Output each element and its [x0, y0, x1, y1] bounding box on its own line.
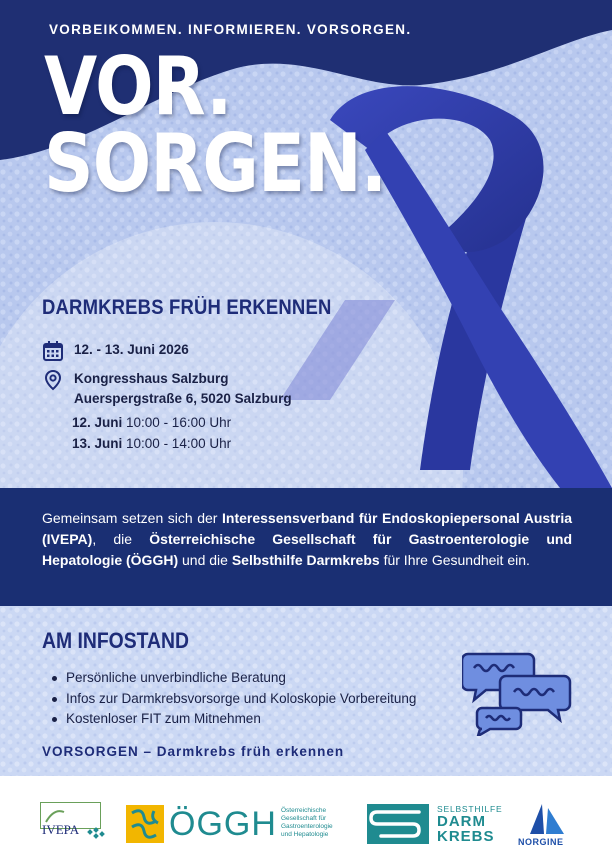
- infostand-section: [0, 606, 612, 776]
- infostand-list: [52, 668, 416, 730]
- headline-line-1: VOR.: [44, 40, 232, 133]
- headline: [44, 40, 387, 210]
- date-row: [42, 340, 189, 362]
- norgine-sail-icon: [522, 802, 566, 836]
- headline-line-2: SORGEN.: [44, 117, 387, 210]
- list-item: Persönliche unverbindliche Beratung: [52, 668, 416, 689]
- chat-bubbles-icon: [462, 650, 572, 736]
- venue-name: Kongresshaus Salzburg: [74, 371, 229, 386]
- event-date: 12. - 13. Juni 2026: [74, 342, 189, 357]
- list-item: Kostenloser FIT zum Mitnehmen: [52, 709, 416, 730]
- hours-day2: 13. Juni 10:00 - 14:00 Uhr: [72, 436, 232, 451]
- shd-bot: KREBS: [437, 828, 495, 845]
- list-item: Infos zur Darmkrebsvorsorge und Koloskopie Vorbereitung: [52, 689, 416, 710]
- calendar-icon: [42, 340, 64, 362]
- venue-text: [74, 369, 292, 409]
- norgine-text: NORGINE: [518, 837, 564, 847]
- shd-top: SELBSTHILFE: [437, 804, 503, 814]
- oeggh-emblem: [126, 805, 164, 843]
- partners-statement: [0, 488, 612, 606]
- venue-address: Auerspergstraße 6, 5020 Salzburg: [74, 391, 292, 406]
- oeggh-text: ÖGGH: [169, 805, 277, 843]
- ivepa-text: IVEPA: [42, 822, 80, 837]
- partner-logos: [0, 776, 612, 864]
- infostand-footer: VORSORGEN – Darmkrebs früh erkennen: [42, 744, 345, 759]
- infostand-title: AM INFOSTAND: [42, 628, 189, 653]
- location-pin-icon: [42, 369, 64, 391]
- shd-mid: DARM: [437, 813, 486, 830]
- venue-row: [42, 369, 292, 409]
- tagline: VORBEIKOMMEN. INFORMIEREN. VORSORGEN.: [49, 22, 412, 37]
- subhead: DARMKREBS FRÜH ERKENNEN: [42, 296, 332, 319]
- hours-day1: 12. Juni 10:00 - 16:00 Uhr: [72, 415, 232, 430]
- intestine-icon: [367, 804, 429, 844]
- oeggh-subtitle: Österreichische Gesellschaft für Gastroenterologie und Hepatologie: [281, 807, 333, 838]
- statement-text: Gemeinsam setzen sich der Interessensverband für Endoskopiepersonal Austria (IVEPA), die Österreichische Gesellschaft für Gastroenterologie und Hepatologie (ÖGGH) und die Selbsthilfe Darmkrebs für Ihre Gesundheit ein.: [42, 510, 572, 568]
